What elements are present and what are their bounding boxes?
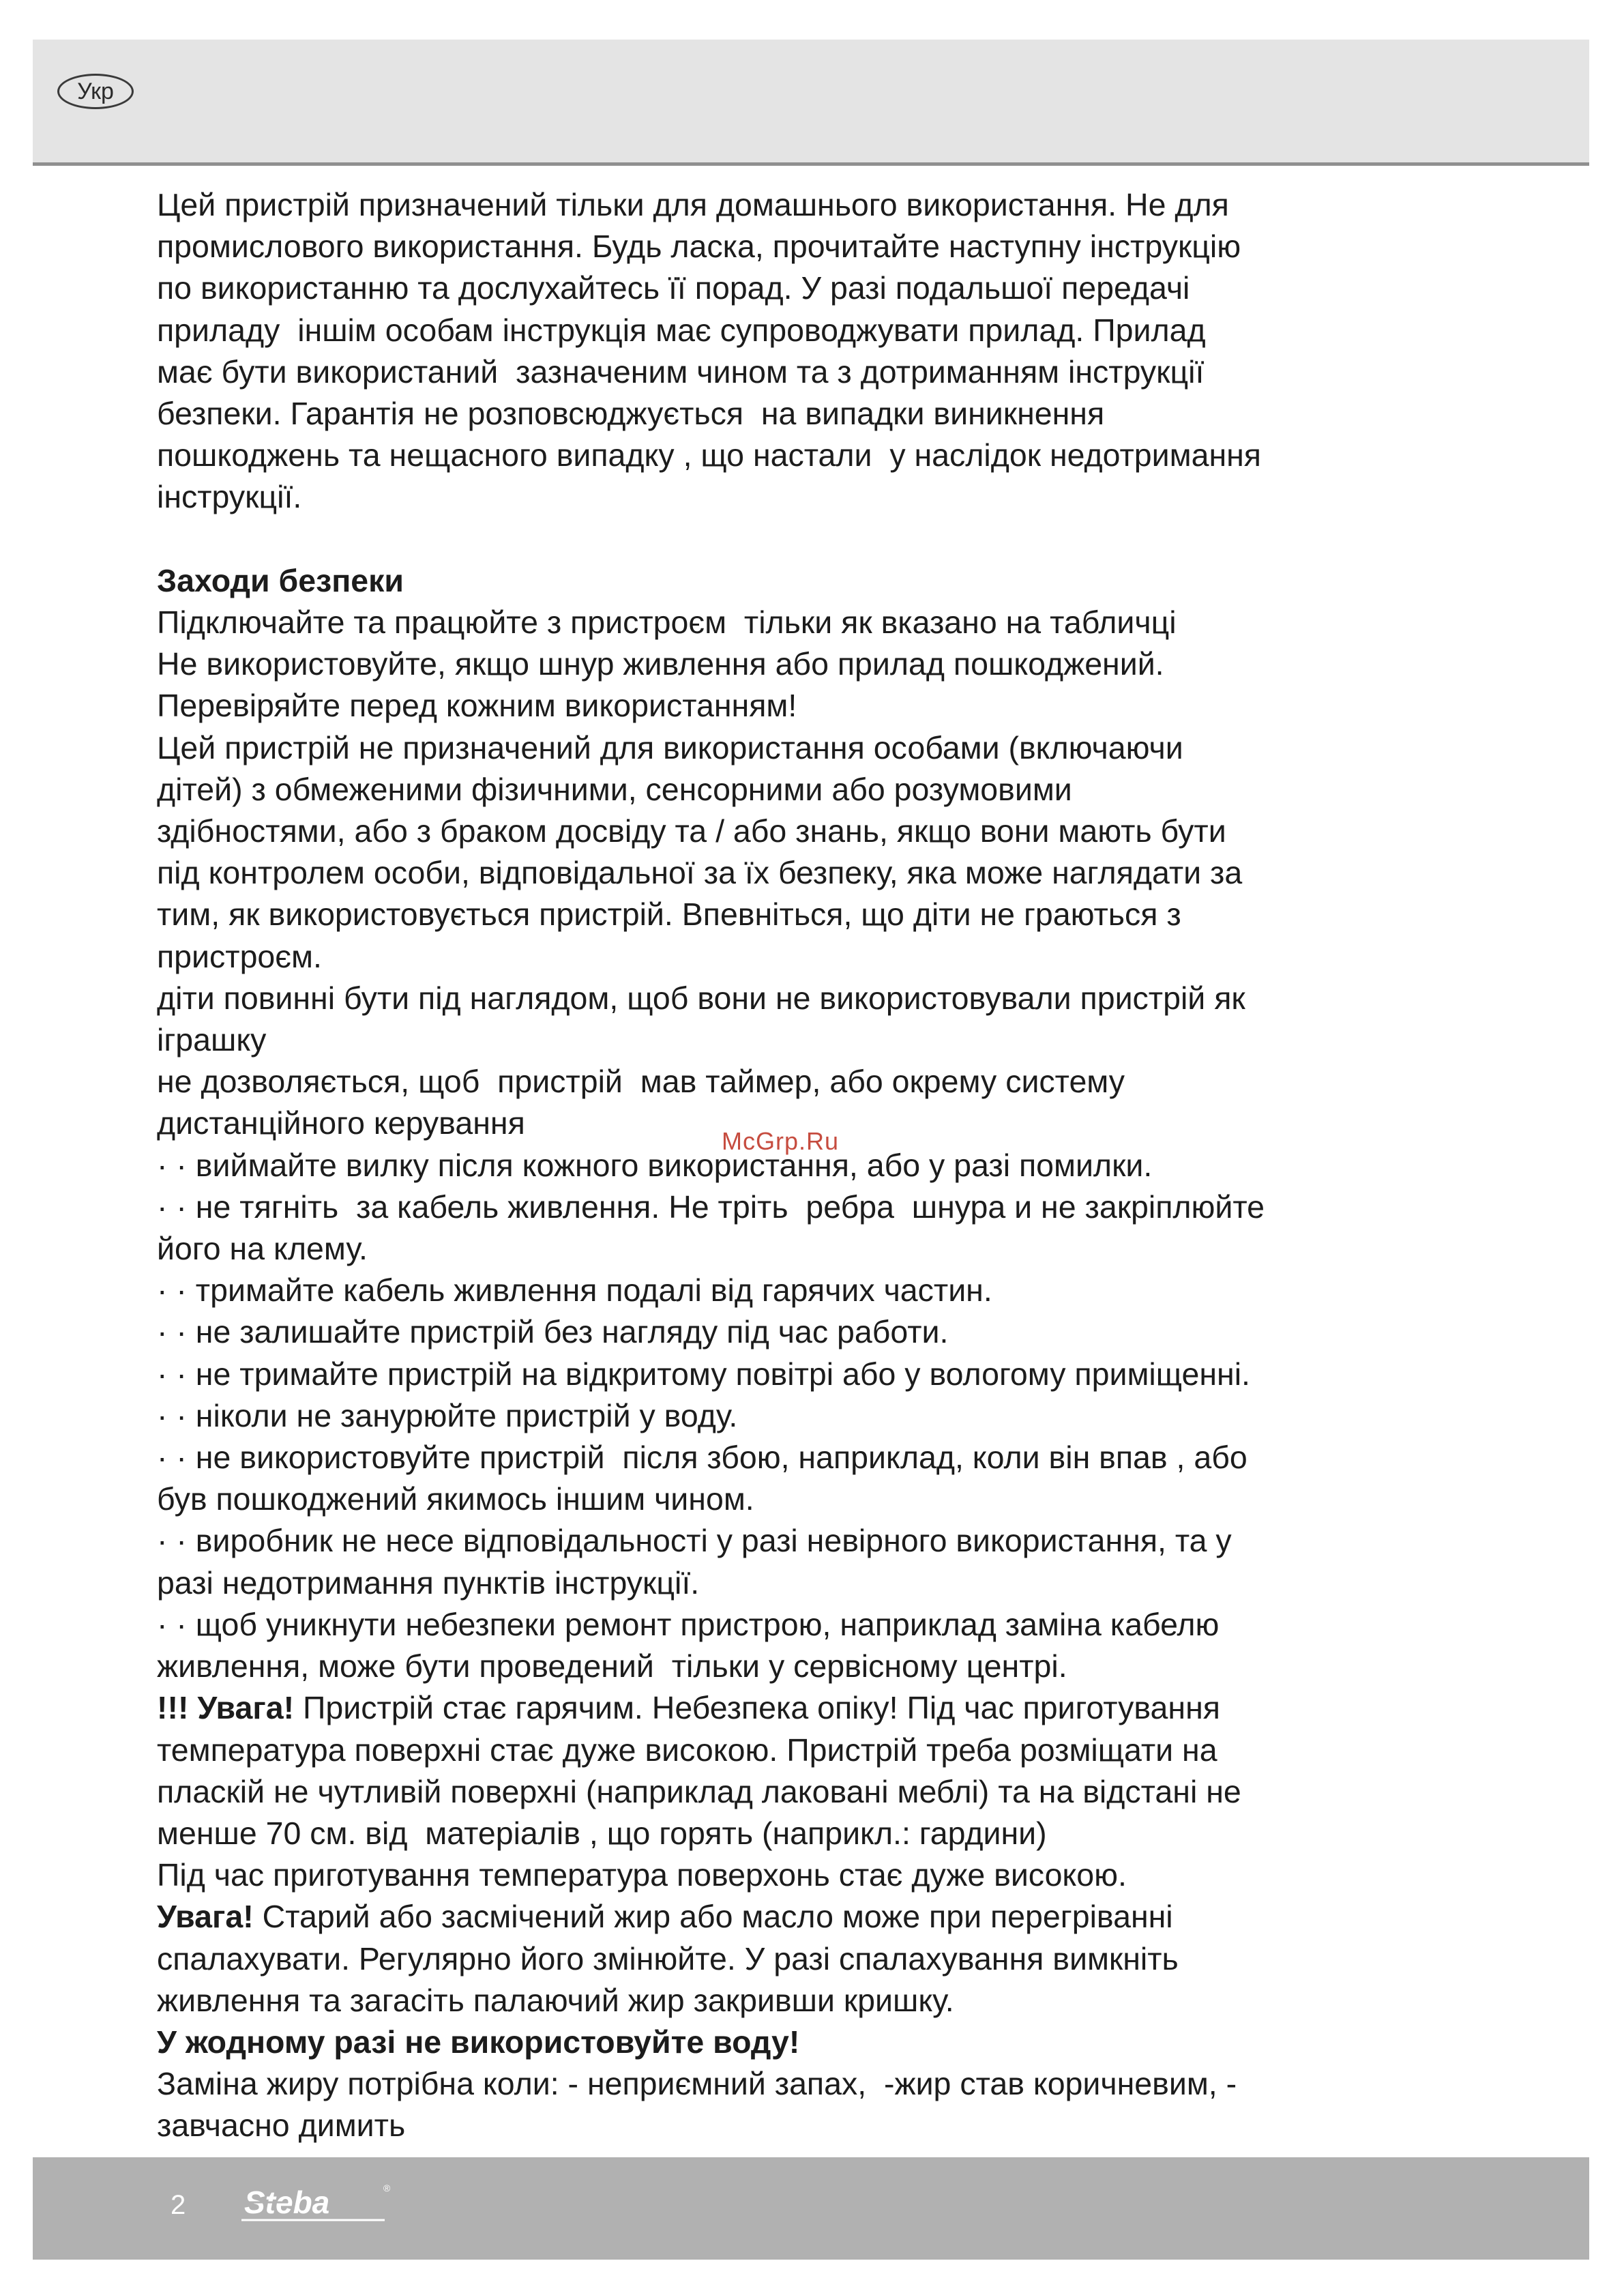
safety-line: дітей) з обмеженими фізичними, сенсорними або розумовими bbox=[157, 771, 1072, 807]
warning-line: !!! Увага! Пристрій стає гарячим. Небезпека опіку! Під час приготування bbox=[157, 1690, 1220, 1726]
intro-line: приладу іншім особам інструкція має супроводжувати прилад. Прилад bbox=[157, 312, 1206, 348]
warning-label: Увага! bbox=[157, 1899, 254, 1935]
safety-line: · · не тягніть за кабель живлення. Не тріть ребра шнура и не закріплюйте bbox=[157, 1188, 1265, 1225]
warning-line: спалахувати. Регулярно його змінюйте. У разі спалахування вимкніть bbox=[157, 1940, 1179, 1976]
safety-line: тим, як використовується пристрій. Впевніться, що діти не граються з bbox=[157, 896, 1181, 933]
safety-line: разі недотримання пунктів інструкції. bbox=[157, 1564, 700, 1601]
safety-heading: Заходи безпеки bbox=[157, 562, 404, 598]
safety-line: Перевіряйте перед кожним використанням! bbox=[157, 688, 797, 724]
safety-line: · · не використовуйте пристрій після збою, наприклад, коли він впав , або bbox=[157, 1440, 1247, 1476]
header-divider bbox=[33, 162, 1589, 166]
manual-text bbox=[157, 184, 1480, 2147]
language-badge: Укр bbox=[57, 74, 134, 109]
logo-wordmark: Steba bbox=[244, 2185, 330, 2220]
intro-line: промислового використання. Будь ласка, прочитайте наступну інструкцію bbox=[157, 229, 1241, 265]
safety-line: Цей пристрій не призначений для використання особами (включаючи bbox=[157, 729, 1183, 765]
safety-line: дистанційного керування bbox=[157, 1105, 525, 1141]
safety-line: під контролем особи, відповідальної за їх безпеку, яка може наглядати за bbox=[157, 855, 1243, 891]
steba-logo bbox=[240, 2178, 411, 2239]
safety-line: · · тримайте кабель живлення подалі від гарячих частин. bbox=[157, 1272, 992, 1309]
safety-line: здібностями, або з браком досвіду та / або знань, якщо вони мають бути bbox=[157, 813, 1226, 849]
intro-line: безпеки. Гарантія не розповсюджується на випадки виникнення bbox=[157, 396, 1105, 432]
spacer bbox=[157, 519, 1480, 560]
safety-line: іграшку bbox=[157, 1022, 267, 1058]
intro-line: Цей пристрій призначений тільки для домашнього використання. Не для bbox=[157, 187, 1229, 222]
safety-line: · · не залишайте пристрій без нагляду під час работи. bbox=[157, 1314, 949, 1350]
safety-line: · · щоб уникнути небезпеки ремонт пристрою, наприклад заміна кабелю bbox=[157, 1606, 1220, 1642]
safety-line: діти повинні бути під наглядом, щоб вони не використовували пристрій як bbox=[157, 980, 1245, 1016]
safety-line: пристроєм. bbox=[157, 938, 322, 974]
warning-line: менше 70 см. від матеріалів , що горять (наприкл.: гардини) bbox=[157, 1815, 1047, 1851]
no-water-warning: У жодному разі не використовуйте воду! bbox=[157, 2024, 800, 2060]
warning-label: !!! Увага! bbox=[157, 1690, 295, 1726]
warning-line: Увага! Старий або засмічений жир або масло може при перегріванні bbox=[157, 1899, 1173, 1935]
intro-line: інструкції. bbox=[157, 479, 302, 515]
replace-fat-line: завчасно димить bbox=[157, 2107, 406, 2144]
safety-line: його на клему. bbox=[157, 1231, 368, 1267]
safety-line: · · виймайте вилку після кожного використання, або у разі помилки. bbox=[157, 1147, 1153, 1183]
page-number: 2 bbox=[171, 2190, 186, 2220]
intro-line: має бути використаний зазначеним чином та з дотриманням інструкції bbox=[157, 353, 1205, 390]
warning-line: живлення та загасіть палаючий жир закривши кришку. bbox=[157, 1982, 954, 2018]
watermark: McGrp.Ru bbox=[722, 1127, 840, 1155]
safety-line: · · виробник не несе відповідальності у разі невірного використання, та у bbox=[157, 1523, 1232, 1559]
safety-line: живлення, може бути проведений тільки у сервісному центрі. bbox=[157, 1648, 1067, 1684]
safety-line: · · ніколи не занурюйте пристрій у воду. bbox=[157, 1397, 738, 1433]
warning-line: Під час приготування температура поверхонь стає дуже високою. bbox=[157, 1857, 1127, 1893]
safety-line: Не використовуйте, якщо шнур живлення або прилад пошкоджений. bbox=[157, 646, 1164, 682]
replace-fat-line: Заміна жиру потрібна коли: - неприємний запах, -жир став коричневим, - bbox=[157, 2066, 1237, 2102]
safety-line: не дозволяється, щоб пристрій мав таймер, або окрему систему bbox=[157, 1064, 1125, 1100]
warning-line: пласкій не чутливій поверхні (наприклад лаковані меблі) та на відстані не bbox=[157, 1773, 1241, 1809]
page-header bbox=[33, 40, 1589, 162]
safety-line: Підключайте та працюйте з пристроєм тільки як вказано на табличці bbox=[157, 604, 1177, 641]
intro-line: пошкоджень та нещасного випадку , що настали у наслідок недотримання bbox=[157, 437, 1261, 473]
intro-line: по використанню та дослухайтесь її порад. У разі подальшої передачі bbox=[157, 270, 1190, 306]
warning-line: температура поверхні стає дуже високою. Пристрій треба розміщати на bbox=[157, 1732, 1217, 1768]
safety-line: був пошкоджений якимось іншим чином. bbox=[157, 1481, 754, 1517]
registered-mark: ® bbox=[383, 2183, 391, 2193]
safety-line: · · не тримайте пристрій на відкритому повітрі або у вологому приміщенні. bbox=[157, 1356, 1250, 1392]
